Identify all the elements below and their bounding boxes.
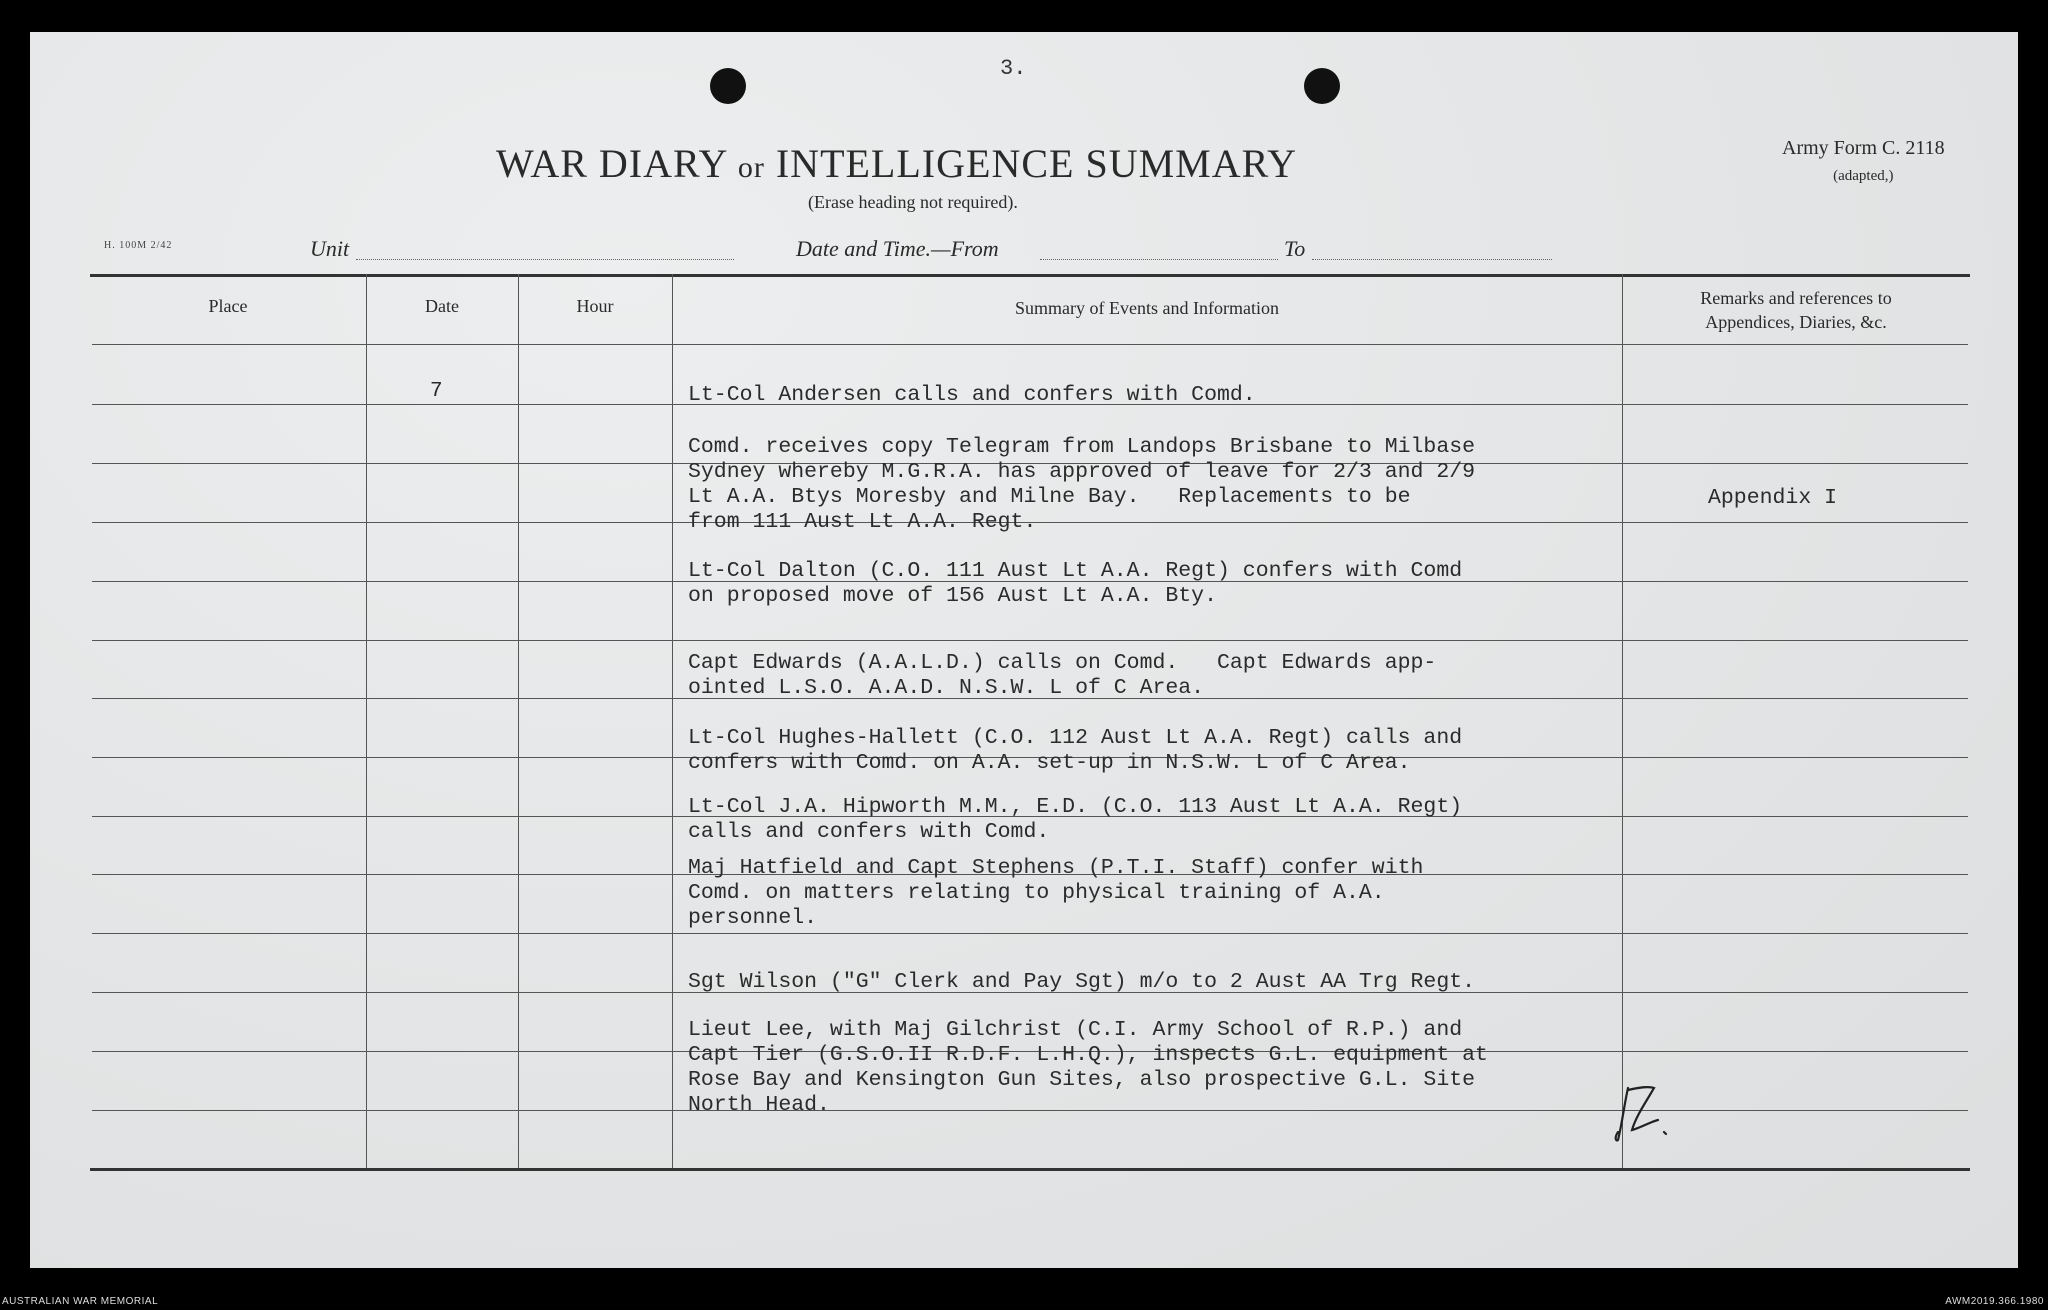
army-form-number <box>1782 134 1945 190</box>
entry-telegram: Comd. receives copy Telegram from Landops Brisbane to Milbase Sydney whereby M.G.R.A. has approved of leave for 2/3 and 2/9 Lt A.A. Btys Moresby and Milne Bay. Replacements to be from 111 Aust Lt A.A. Regt. <box>688 435 1476 534</box>
column-header-summary: Summary of Events and Information <box>1015 298 1279 318</box>
army-form-label: Army Form C. 2118 <box>1782 137 1945 159</box>
entry-lee: Lieut Lee, with Maj Gilchrist (C.I. Army School of R.P.) and Capt Tier (G.S.O.II R.D.F. L.H.Q.), inspects G.L. equipment at Rose Bay and Kensington Gun Sites, also prospective G.L. Site North Head. <box>688 1018 1488 1117</box>
unit-dotted-line <box>356 258 734 260</box>
ruled-line <box>92 344 1968 345</box>
entry-edwards: Capt Edwards (A.A.L.D.) calls on Comd. Capt Edwards app- ointed L.S.O. A.A.D. N.S.W. L of C Area. <box>688 651 1437 700</box>
entry-dalton: Lt-Col Dalton (C.O. 111 Aust Lt A.A. Regt) confers with Comd on proposed move of 156 Aust Lt A.A. Bty. <box>688 559 1463 608</box>
column-rule-hour <box>672 274 673 1168</box>
from-dotted-line <box>1040 258 1278 260</box>
form-subtitle: (Erase heading not required). <box>808 192 1018 212</box>
entry-hipworth: Lt-Col J.A. Hipworth M.M., E.D. (C.O. 113 Aust Lt A.A. Regt) calls and confers with Comd. <box>688 795 1463 844</box>
ruled-line <box>92 640 1968 641</box>
remarks-header-line2: Appendices, Diaries, &c. <box>1705 312 1887 332</box>
page-number: 3. <box>1000 56 1027 81</box>
title-or: or <box>737 151 765 184</box>
column-header-date: Date <box>425 296 459 316</box>
column-header-remarks <box>1622 286 1970 334</box>
remarks-header-line1: Remarks and references to <box>1700 288 1892 308</box>
table-top-rule <box>90 274 1970 277</box>
remark-appendix: Appendix I <box>1708 486 1838 510</box>
column-header-hour: Hour <box>576 296 614 316</box>
column-rule-place <box>366 274 367 1168</box>
print-code: H. 100M 2/42 <box>104 240 173 251</box>
footer-institution: AUSTRALIAN WAR MEMORIAL <box>2 1296 159 1307</box>
entry-hughes-hallett: Lt-Col Hughes-Hallett (C.O. 112 Aust Lt A.A. Regt) calls and confers with Comd. on A.A. set-up in N.S.W. L of C Area. <box>688 726 1463 775</box>
date-time-from-label: Date and Time.—From <box>796 236 999 261</box>
punch-hole-left <box>710 68 746 104</box>
title-war-diary: WAR DIARY <box>496 141 727 186</box>
column-header-place: Place <box>208 296 248 316</box>
entry-andersen: Lt-Col Andersen calls and confers with Comd. <box>688 383 1256 407</box>
form-title <box>496 140 1297 187</box>
punch-hole-right <box>1304 68 1340 104</box>
entry-wilson: Sgt Wilson ("G" Clerk and Pay Sgt) m/o to 2 Aust AA Trg Regt. <box>688 970 1476 994</box>
footer-accession-number: AWM2019.366.1980 <box>1945 1296 2044 1307</box>
to-label: To <box>1284 236 1306 261</box>
unit-label: Unit <box>310 236 350 261</box>
army-form-adapted: (adapted,) <box>1833 168 1894 184</box>
title-intelligence-summary: INTELLIGENCE SUMMARY <box>775 141 1297 186</box>
table-bottom-rule <box>90 1168 1970 1171</box>
column-rule-date <box>518 274 519 1168</box>
to-dotted-line <box>1312 258 1552 260</box>
date-value: 7 <box>430 380 443 403</box>
entry-hatfield: Maj Hatfield and Capt Stephens (P.T.I. Staff) confer with Comd. on matters relating to physical training of A.A. personnel. <box>688 856 1424 930</box>
column-rule-summary <box>1622 274 1623 1168</box>
signature-initials <box>1614 1082 1674 1144</box>
ruled-line <box>92 933 1968 934</box>
